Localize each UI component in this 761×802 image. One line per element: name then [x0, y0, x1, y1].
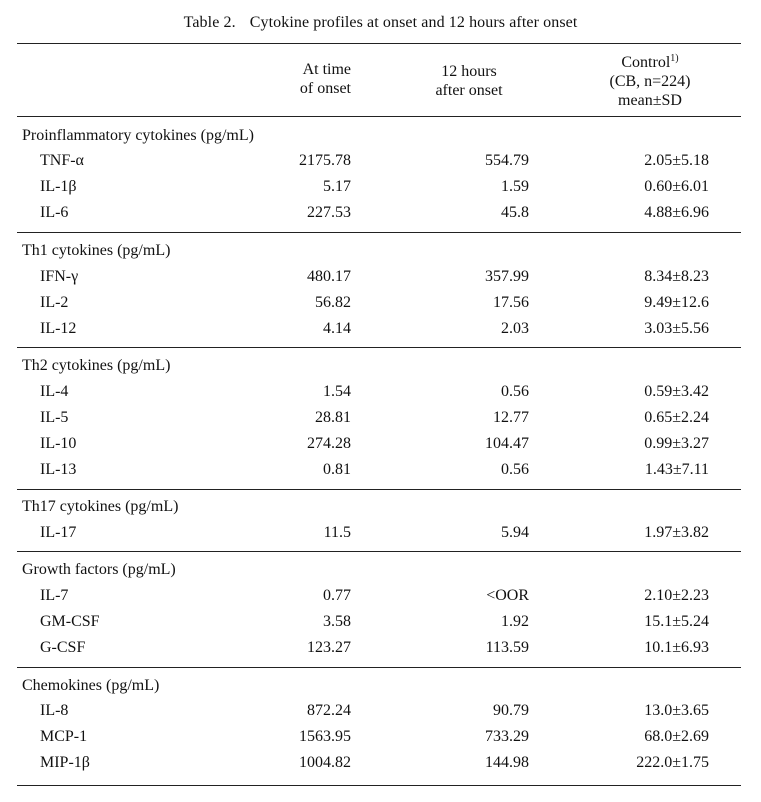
value-control: 1.97±3.82 [644, 524, 709, 541]
group-label: Th17 cytokines (pg/mL) [22, 498, 179, 515]
value-12-hours: 0.56 [501, 461, 529, 478]
table-row [0, 268, 761, 292]
value-at-onset: 56.82 [315, 294, 351, 311]
value-at-onset: 1.54 [323, 383, 351, 400]
cytokine-name: MIP-1β [40, 754, 90, 771]
cytokine-name: IL-5 [40, 409, 69, 426]
value-12-hours: 0.56 [501, 383, 529, 400]
value-at-onset: 11.5 [323, 524, 351, 541]
value-at-onset: 123.27 [307, 639, 351, 656]
table-row [0, 178, 761, 202]
table-row [0, 320, 761, 344]
group-label: Chemokines (pg/mL) [22, 677, 160, 694]
table-row [0, 435, 761, 459]
group-divider [17, 347, 741, 348]
value-control: 2.05±5.18 [644, 152, 709, 169]
top-rule [17, 43, 741, 44]
value-control: 0.99±3.27 [644, 435, 709, 452]
table-row [0, 461, 761, 485]
value-at-onset: 28.81 [315, 409, 351, 426]
value-12-hours: 17.56 [493, 294, 529, 311]
value-at-onset: 3.58 [323, 613, 351, 630]
cytokine-name: IFN-γ [40, 268, 79, 285]
cytokine-name: G-CSF [40, 639, 86, 656]
group-divider [17, 489, 741, 490]
footnote-marker: 1) [670, 53, 679, 64]
value-12-hours: 90.79 [493, 702, 529, 719]
value-control: 15.1±5.24 [644, 613, 709, 630]
table-row [0, 728, 761, 752]
table-row [0, 702, 761, 726]
header-rule [17, 116, 741, 117]
table-row [0, 524, 761, 548]
group-label: Proinflammatory cytokines (pg/mL) [22, 127, 254, 144]
table-row [0, 204, 761, 228]
value-control: 13.0±3.65 [644, 702, 709, 719]
cytokine-name: IL-4 [40, 383, 69, 400]
header-at-onset: At time of onset [299, 61, 351, 97]
value-control: 68.0±2.69 [644, 728, 709, 745]
value-at-onset: 4.14 [323, 320, 351, 337]
bottom-rule [17, 785, 741, 786]
value-control: 8.34±8.23 [644, 268, 709, 285]
table-row [0, 754, 761, 778]
value-12-hours: 733.29 [485, 728, 529, 745]
value-12-hours: 5.94 [501, 524, 529, 541]
table-row [0, 409, 761, 433]
group-label: Th2 cytokines (pg/mL) [22, 357, 171, 374]
value-control: 2.10±2.23 [644, 587, 709, 604]
cytokine-name: IL-7 [40, 587, 69, 604]
value-at-onset: 2175.78 [299, 152, 351, 169]
value-control: 3.03±5.56 [644, 320, 709, 337]
value-12-hours: 45.8 [501, 204, 529, 221]
group-divider [17, 667, 741, 668]
value-12-hours: <OOR [486, 587, 529, 604]
table-row [0, 383, 761, 407]
value-at-onset: 0.77 [323, 587, 351, 604]
cytokine-name: IL-17 [40, 524, 77, 541]
value-12-hours: 104.47 [485, 435, 529, 452]
value-control: 0.59±3.42 [644, 383, 709, 400]
value-at-onset: 5.17 [323, 178, 351, 195]
cytokine-name: TNF-α [40, 152, 84, 169]
value-12-hours: 554.79 [485, 152, 529, 169]
cytokine-name: IL-1β [40, 178, 77, 195]
table-caption: Cytokine profiles at onset and 12 hours after onset [249, 14, 578, 31]
value-12-hours: 1.59 [501, 178, 529, 195]
group-label: Th1 cytokines (pg/mL) [22, 242, 171, 259]
value-control: 10.1±6.93 [644, 639, 709, 656]
value-control: 4.88±6.96 [644, 204, 709, 221]
value-12-hours: 144.98 [485, 754, 529, 771]
value-control: 1.43±7.11 [644, 461, 709, 478]
value-at-onset: 0.81 [323, 461, 351, 478]
group-label: Growth factors (pg/mL) [22, 561, 176, 578]
cytokine-name: IL-10 [40, 435, 77, 452]
value-at-onset: 227.53 [307, 204, 351, 221]
group-divider [17, 551, 741, 552]
table-label: Table 2. [183, 14, 236, 31]
value-12-hours: 12.77 [493, 409, 529, 426]
cytokine-name: GM-CSF [40, 613, 100, 630]
value-at-onset: 1563.95 [299, 728, 351, 745]
value-12-hours: 357.99 [485, 268, 529, 285]
table-row [0, 152, 761, 176]
group-divider [17, 232, 741, 233]
header-12-hours: 12 hours after onset [435, 63, 503, 99]
table-row [0, 587, 761, 611]
table-row [0, 294, 761, 318]
cytokine-name: MCP-1 [40, 728, 88, 745]
cytokine-name: IL-12 [40, 320, 77, 337]
value-12-hours: 113.59 [485, 639, 529, 656]
cytokine-name: IL-8 [40, 702, 69, 719]
value-12-hours: 2.03 [501, 320, 529, 337]
table-title [0, 14, 761, 32]
cytokine-name: IL-13 [40, 461, 77, 478]
table-row [0, 639, 761, 663]
value-control: 9.49±12.6 [644, 294, 709, 311]
value-12-hours: 1.92 [501, 613, 529, 630]
value-at-onset: 274.28 [307, 435, 351, 452]
value-control: 0.60±6.01 [644, 178, 709, 195]
value-at-onset: 1004.82 [299, 754, 351, 771]
value-control: 222.0±1.75 [636, 754, 709, 771]
table-row [0, 613, 761, 637]
value-control: 0.65±2.24 [644, 409, 709, 426]
cytokine-name: IL-2 [40, 294, 69, 311]
header-control: Control$^{1)}$ (CB, n=224) mean±SD [609, 53, 691, 109]
value-at-onset: 480.17 [307, 268, 351, 285]
cytokine-name: IL-6 [40, 204, 69, 221]
value-at-onset: 872.24 [307, 702, 351, 719]
